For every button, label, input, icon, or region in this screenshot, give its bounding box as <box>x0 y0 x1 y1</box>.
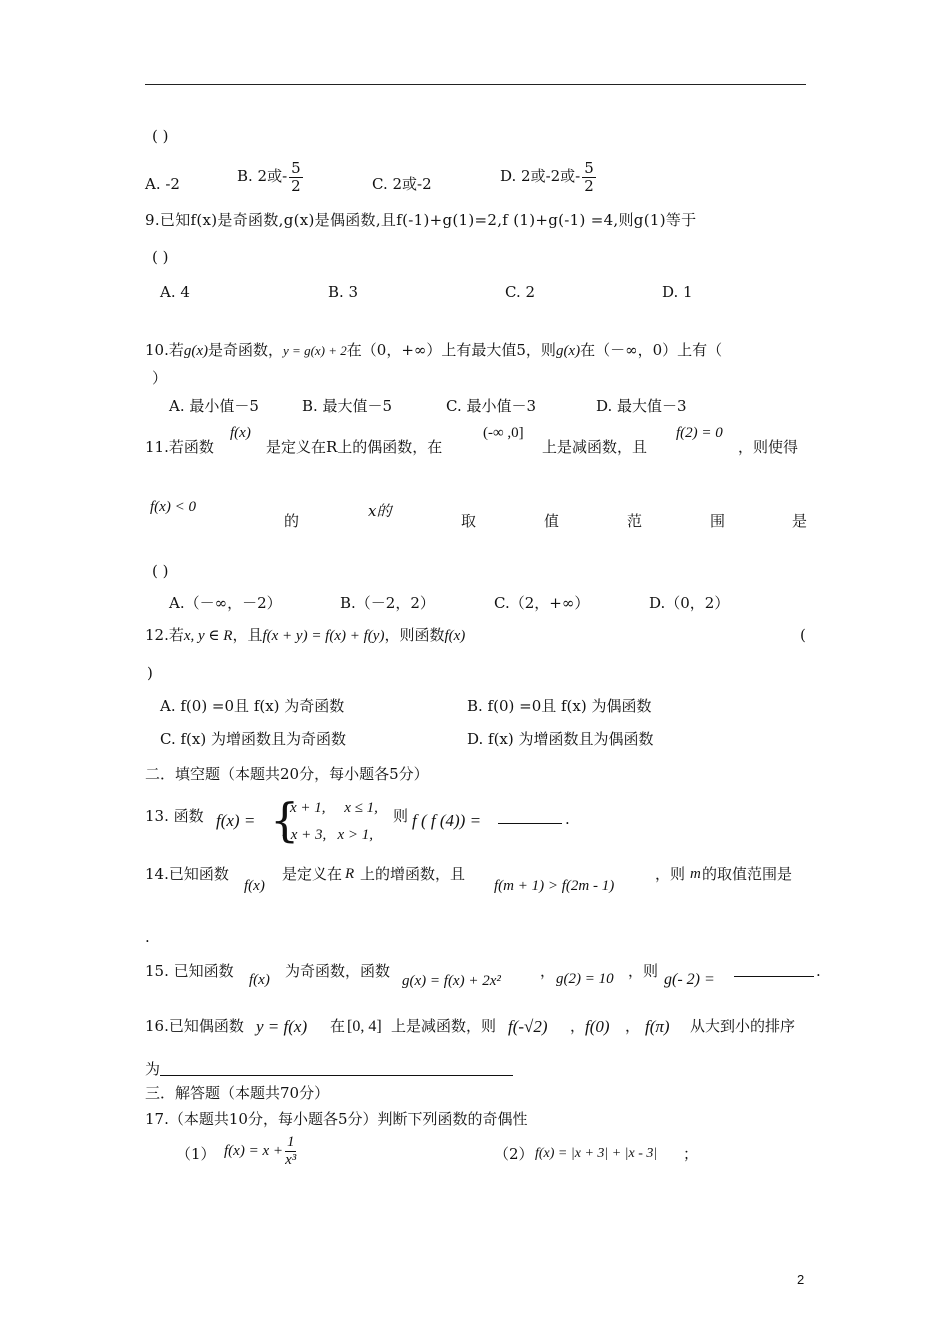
q12-fx: f(x) <box>444 628 466 644</box>
q16-wei: 为 <box>145 1060 161 1078</box>
q11-spread-word: 是 <box>792 512 808 530</box>
q13-composition: f ( f (4)) = <box>412 811 482 830</box>
q16-interval: [0, 4] <box>347 1018 382 1035</box>
q16-text: 上是减函数，则 <box>391 1017 497 1035</box>
q10-expression: y = g(x) + 2 <box>283 343 347 358</box>
q13-text: 则 <box>393 807 409 825</box>
q13-fx: f(x) = <box>216 811 256 830</box>
q11-option-c: C.（2，+∞） <box>494 594 590 612</box>
q11-spread-word: x的 <box>368 502 392 520</box>
q11-text: 上是减函数，且 <box>542 438 648 456</box>
q8-paren: ( ) <box>152 127 169 145</box>
q11-interval: (-∞ ,0] <box>483 425 524 441</box>
q13-case-2: - x + 3, x > 1, <box>282 827 374 843</box>
q16-text: 从大到小的排序 <box>690 1017 796 1035</box>
q12-number: 12.若 <box>145 626 184 644</box>
q17-part-1 <box>224 1134 298 1168</box>
q14-m: m <box>690 866 701 882</box>
fraction <box>285 1134 297 1168</box>
q16-number: 16.已知偶函数 <box>145 1017 244 1035</box>
q17-part-1-label: （1） <box>176 1145 216 1163</box>
q11-option-b: B.（－2，2） <box>340 594 435 612</box>
q8-option-b-prefix: B. 2或- <box>237 167 288 185</box>
q10-option-b: B. 最大值－5 <box>302 397 393 415</box>
q12-paren-close: ) <box>147 664 153 682</box>
q10-text: 在（－∞，0）上有（ <box>580 341 723 359</box>
page-number: 2 <box>797 1272 805 1287</box>
q11-spread-word: 范 <box>627 512 643 530</box>
q15-g-minus-2: g(- 2) = <box>664 971 715 988</box>
q13-end: . <box>565 810 570 828</box>
fraction <box>582 160 596 194</box>
q15-g2: g(2) = 10 <box>556 971 614 987</box>
fraction-denominator: 2 <box>291 176 301 195</box>
fraction-numerator: 5 <box>584 159 594 177</box>
q15-end: . <box>816 962 821 980</box>
q10-text: 是奇函数， <box>208 341 284 359</box>
q11-text: 是定义在R上的偶函数，在 <box>266 438 443 456</box>
q10-option-d: D. 最大值－3 <box>596 397 687 415</box>
q10-close-paren: ） <box>152 369 168 387</box>
q12-text: ，且 <box>232 626 263 644</box>
q15-text: ，则 <box>628 962 659 980</box>
q17-part-2-end: ； <box>683 1145 699 1163</box>
q11-fx: f(x) <box>230 425 251 441</box>
q16-value-2: f(0) <box>585 1017 610 1036</box>
q9-option-c: C. 2 <box>505 283 536 301</box>
q8-option-d-prefix: D. 2或-2或- <box>500 167 581 185</box>
q10-g-function: g(x) <box>183 343 209 359</box>
q14-text: 上的增函数，且 <box>360 865 466 883</box>
q9-paren: ( ) <box>152 248 169 266</box>
q13-answer-blank[interactable] <box>498 823 562 824</box>
q17-stem: 17.（本题共10分，每小题各5分）判断下列函数的奇偶性 <box>145 1110 528 1128</box>
q12-option-b: B. f(0) =0且 f(x) 为偶函数 <box>467 697 652 715</box>
q12-paren-open: ( <box>800 626 806 644</box>
q11-option-a: A.（－∞，－2） <box>169 594 282 612</box>
q16-comma: ， <box>570 1017 586 1035</box>
section-2-heading: 二．填空题（本题共20分，每小题各5分） <box>145 765 429 783</box>
q15-fx: f(x) <box>249 972 270 988</box>
q8-option-c: C. 2或-2 <box>372 175 432 193</box>
q12-condition: x, y ∈ R <box>183 628 233 644</box>
fraction <box>289 160 303 194</box>
q15-answer-blank[interactable] <box>734 976 814 977</box>
q13-brace: { <box>270 793 300 847</box>
q16-text: 在 <box>330 1017 346 1035</box>
q12-text: ，则函数 <box>384 626 445 644</box>
q16-y: y = f(x) <box>256 1017 308 1036</box>
header-rule <box>145 84 806 85</box>
q13-case-1: x + 1, x ≤ 1, <box>290 800 378 816</box>
q11-spread-word: 值 <box>544 512 560 530</box>
q11-spread-word: 的 <box>284 512 300 530</box>
fraction-denominator: 2 <box>584 176 594 195</box>
q15-number: 15. 已知函数 <box>145 962 234 980</box>
q16-value-3: f(π) <box>645 1017 670 1036</box>
q11-f2: f(2) = 0 <box>676 425 723 441</box>
q8-option-b <box>237 160 305 194</box>
q15-text: ， <box>540 962 556 980</box>
q8-option-a: A. -2 <box>145 175 180 193</box>
q8-option-d <box>500 160 598 194</box>
q14-text: 的取值范围是 <box>702 865 793 883</box>
q12-option-a: A. f(0) =0且 f(x) 为奇函数 <box>160 697 345 715</box>
q11-spread-word: 围 <box>710 512 726 530</box>
q9-option-b: B. 3 <box>328 283 359 301</box>
q17-part-2-expr: f(x) = |x + 3| + |x - 3| <box>535 1146 658 1161</box>
q11-inequality: f(x) < 0 <box>150 499 196 515</box>
q12-equation: f(x + y) = f(x) + f(y) <box>262 628 385 644</box>
q13-number: 13. 函数 <box>145 807 204 825</box>
q14-r: R <box>345 866 355 882</box>
q14-text: 是定义在 <box>282 865 343 883</box>
q11-number: 11.若函数 <box>145 438 214 456</box>
q14-dot: . <box>145 928 150 946</box>
q17-part-2-label: （2） <box>494 1145 534 1163</box>
q14-number: 14.已知函数 <box>145 865 229 883</box>
q15-gx: g(x) = f(x) + 2x² <box>402 973 501 989</box>
section-3-heading: 三．解答题（本题共70分） <box>145 1084 330 1102</box>
q10-text: 在（0，+∞）上有最大值5，则 <box>346 341 556 359</box>
q10-g-function: g(x) <box>555 343 581 359</box>
q16-answer-blank[interactable] <box>160 1075 513 1076</box>
q16-comma: ， <box>625 1017 641 1035</box>
q14-fx: f(x) <box>244 878 265 894</box>
q12-option-c: C. f(x) 为增函数且为奇函数 <box>160 730 346 748</box>
q11-option-d: D.（0，2） <box>649 594 730 612</box>
q10-number: 10.若 <box>145 341 184 359</box>
q16-value-1: f(-√2) <box>508 1017 548 1036</box>
fraction-numerator: 1 <box>286 1134 295 1150</box>
q15-text: 为奇函数，函数 <box>285 962 391 980</box>
q12-stem <box>145 626 465 645</box>
q14-inequality: f(m + 1) > f(2m - 1) <box>494 878 615 894</box>
fraction-denominator: x³ <box>285 1151 297 1168</box>
fraction-numerator: 5 <box>291 159 301 177</box>
q9-stem: 9.已知f(x)是奇函数,g(x)是偶函数,且f(-1)+g(1)=2,f (1)+g(-1) =4,则g(1)等于 <box>145 211 697 229</box>
q10-option-a: A. 最小值－5 <box>169 397 259 415</box>
q10-option-c: C. 最小值－3 <box>446 397 537 415</box>
q11-paren: ( ) <box>152 562 169 580</box>
q17-part-1-expr: f(x) = x + <box>224 1143 283 1159</box>
q12-option-d: D. f(x) 为增函数且为偶函数 <box>467 730 654 748</box>
q9-option-d: D. 1 <box>662 283 693 301</box>
q14-text: ，则 <box>655 865 686 883</box>
q11-text: ，则使得 <box>738 438 799 456</box>
q11-spread-word: 取 <box>461 512 477 530</box>
q9-option-a: A. 4 <box>160 283 190 301</box>
q10-stem <box>145 341 722 360</box>
